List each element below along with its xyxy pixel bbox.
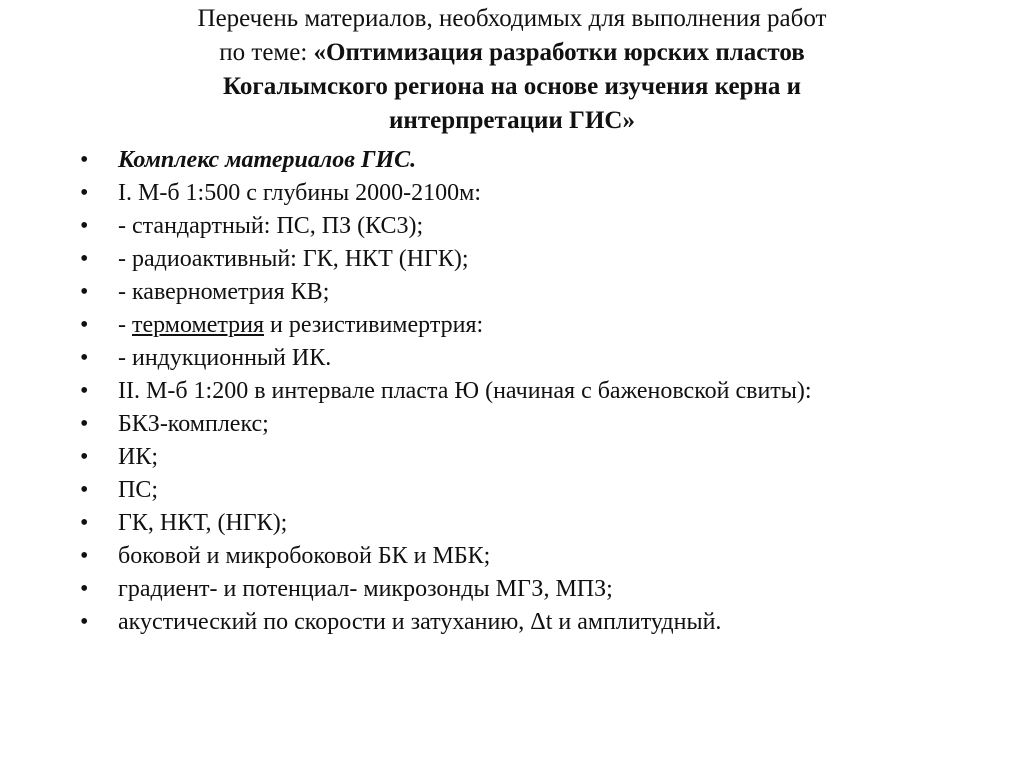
list-item-text — [118, 312, 483, 338]
bullet-icon: • — [80, 312, 89, 338]
list-item-text: ПС; — [118, 477, 159, 503]
bullet-icon: • — [80, 378, 89, 404]
title-line-4: интерпретации ГИС» — [389, 107, 635, 134]
bullet-icon: • — [80, 279, 89, 305]
title-line-2 — [0, 36, 1024, 70]
list-item — [80, 609, 980, 635]
list-item — [80, 411, 980, 437]
list-item-text: - радиоактивный: ГК, НКТ (НГК); — [118, 246, 469, 272]
list-item-text: - стандартный: ПС, ПЗ (КС3); — [118, 213, 424, 239]
list-item-suffix: и резистивимертрия: — [264, 312, 484, 338]
bullet-icon: • — [80, 576, 89, 602]
list-item — [80, 378, 980, 404]
list-item — [80, 312, 980, 338]
list-item — [80, 510, 980, 536]
list-item — [80, 147, 980, 173]
list-item-text: ГК, НКТ, (НГК); — [118, 510, 288, 536]
bullet-icon: • — [80, 246, 89, 272]
bullet-icon: • — [80, 543, 89, 569]
list-item — [80, 543, 980, 569]
list-item — [80, 246, 980, 272]
list-item — [80, 279, 980, 305]
bullet-icon: • — [80, 444, 89, 470]
bullet-icon: • — [80, 147, 89, 173]
list-item — [80, 477, 980, 503]
list-item-text: градиент- и потенциал- микрозонды МГЗ, МПЗ; — [118, 576, 613, 602]
list-item-text: боковой и микробоковой БК и МБК; — [118, 543, 491, 569]
list-item — [80, 213, 980, 239]
list-item-text: Комплекс материалов ГИС. — [118, 147, 417, 173]
list-item — [80, 444, 980, 470]
bullet-icon: • — [80, 609, 89, 635]
list-item — [80, 576, 980, 602]
bullet-list — [80, 147, 980, 642]
list-item-text: II. М-б 1:200 в интервале пласта Ю (начиная с баженовской свиты): — [118, 378, 812, 404]
title-line-1: Перечень материалов, необходимых для выполнения работ — [197, 5, 827, 32]
list-item-text: I. М-б 1:500 с глубины 2000-2100м: — [118, 180, 482, 206]
list-item-prefix: - — [118, 312, 132, 338]
list-item-text: БКЗ-комплекс; — [118, 411, 269, 437]
list-item — [80, 180, 980, 206]
bullet-icon: • — [80, 477, 89, 503]
list-item-text: акустический по скорости и затуханию, Δt и амплитудный. — [118, 609, 722, 635]
list-item-text: ИК; — [118, 444, 159, 470]
slide-title — [0, 2, 1024, 138]
bullet-icon: • — [80, 411, 89, 437]
bullet-icon: • — [80, 213, 89, 239]
title-line-2-bold: «Оптимизация разработки юрских пластов — [313, 39, 805, 66]
bullet-icon: • — [80, 345, 89, 371]
list-item-text: - индукционный ИК. — [118, 345, 332, 371]
bullet-icon: • — [80, 180, 89, 206]
title-line-2-prefix: по теме: — [219, 39, 314, 66]
underlined-term: термометрия — [132, 312, 265, 338]
list-item-text: - кавернометрия КВ; — [118, 279, 330, 305]
list-item — [80, 345, 980, 371]
bullet-icon: • — [80, 510, 89, 536]
title-line-3: Когалымского региона на основе изучения керна и — [222, 73, 801, 100]
